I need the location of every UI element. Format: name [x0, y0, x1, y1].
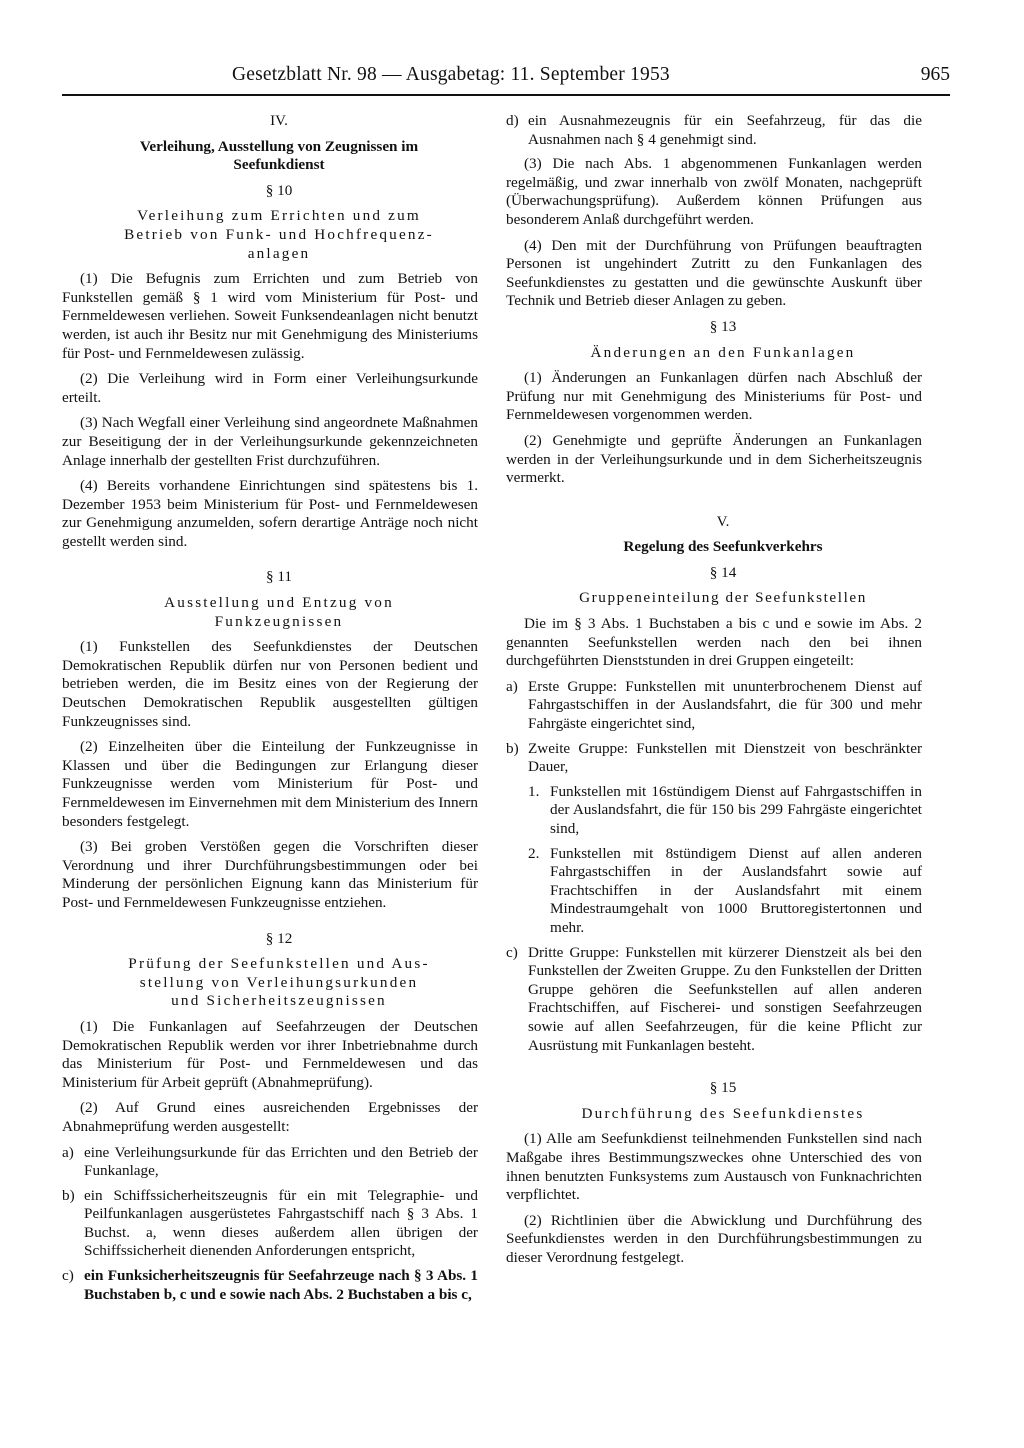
paragraph: (1) Funkstellen des Seefunkdienstes der Deutschen Demokratischen Republik dürfen nur von Personen bedient und betrieben werden, die im Besitz eines von der Regierung der Deutschen Demokratischen Republik ausgestellten gültigen Funkzeugnisses sind.: [62, 638, 478, 730]
list-item-text: Zweite Gruppe: Funkstellen mit Dienstzeit von beschränkter Dauer,: [528, 739, 922, 776]
sub-list-item-label: 1.: [528, 782, 540, 800]
list-item-text: Erste Gruppe: Funkstellen mit ununterbrochenem Dienst auf Fahrgastschiffen in der Auslandsfahrt, die für 300 und mehr Fahrgäste eingerichtet sind,: [528, 677, 922, 733]
section-heading-line: Ausstellung und Entzug von: [164, 594, 394, 612]
list-item: [62, 1187, 478, 1261]
section-heading: [62, 245, 478, 264]
list-item: [62, 1144, 478, 1181]
part-numeral: V.: [716, 513, 730, 530]
paragraph: (2) Richtlinien über die Abwicklung und Durchführung des Seefunkdienstes werden in den Durchführungsbestimmungen zu dieser Verordnung festgelegt.: [506, 1211, 922, 1266]
paragraph: (2) Die Verleihung wird in Form einer Verleihungsurkunde erteilt.: [62, 370, 478, 406]
list-item-label: c): [62, 1267, 74, 1285]
list-item-text: ein Funksicherheitszeugnis für Seefahrzeuge nach § 3 Abs. 1 Buchstaben b, c und e sowie nach Abs. 2 Buchstaben a bis c,: [84, 1267, 478, 1303]
sub-list-item-text: Funkstellen mit 8stündigem Dienst auf allen anderen Fahrgastschiffen in der Auslandsfahrt sowie auf Frachtschiffen in der Auslandsfahrt mit einem Mindestraumgehalt von 1000 Bruttoregistertonnen und mehr.: [550, 844, 922, 936]
section-heading: Durchführung des Seefunkdienstes: [581, 1104, 865, 1122]
section-number: § 15: [709, 1079, 737, 1097]
paragraph: (4) Bereits vorhandene Einrichtungen sind spätestens bis 1. Dezember 1953 beim Ministerium für Post- und Fernmeldewesen zur Genehmigung anzumelden, sofern derartige Anträge noch nicht gestellt werden sind.: [62, 477, 478, 550]
part-numeral: IV.: [270, 113, 288, 129]
section-number: § 13: [709, 317, 737, 335]
list-item-text: ein Schiffssicherheitszeugnis für ein mit Telegraphie- und Peilfunkanlagen ausgerüstetes Fahrgastschiff nach § 3 Abs. 1 Buchst. a, wenn dieses außerdem allen übrigen der Schiffssicherheit dienenden Anforderungen entspricht,: [84, 1186, 478, 1260]
section-heading-line: Prüfung der Seefunkstellen und Aus-: [128, 955, 430, 973]
section-heading: Änderungen an den Funkanlagen: [590, 343, 856, 361]
section-heading-line: und Sicherheitszeugnissen: [171, 992, 387, 1010]
paragraph: (1) Die Funkanlagen auf Seefahrzeugen der Deutschen Demokratischen Republik werden vor ihrer Inbetriebnahme durch das Ministerium für Post- und Fernmeldewesen und das Ministerium für Arbeit geprüft (Abnahmeprüfung).: [62, 1017, 478, 1091]
section-number: § 11: [265, 568, 292, 586]
list-item: [506, 740, 922, 777]
paragraph: Die im § 3 Abs. 1 Buchstaben a bis c und e sowie im Abs. 2 genannten Seefunkstellen werden nach den bei ihnen durchgeführten Dienststunden in drei Gruppen eingeteilt:: [506, 615, 922, 670]
part-title-line: Verleihung, Ausstellung von Zeugnissen im: [139, 137, 419, 155]
list-item-label: c): [506, 943, 518, 961]
paragraph: (2) Auf Grund eines ausreichenden Ergebnisses der Abnahmeprüfung werden ausgestellt:: [62, 1099, 478, 1135]
section-heading-line: anlagen: [247, 244, 311, 262]
section-heading: [62, 955, 478, 974]
section-number: § 10: [265, 181, 293, 199]
sub-list-item: [528, 845, 922, 938]
paragraph: (3) Bei groben Verstößen gegen die Vorschriften dieser Verordnung und ihrer Durchführungsbestimmungen oder bei Minderung der persönlichen Eignung kann das Ministerium für Post- und Fernmeldewesen Funkzeugnisse entziehen.: [62, 838, 478, 911]
right-column: [506, 112, 922, 1274]
section-heading-line: Funkzeugnissen: [214, 612, 344, 630]
list-item-label: a): [62, 1143, 74, 1161]
section-heading: [62, 974, 478, 993]
paragraph: (3) Die nach Abs. 1 abgenommenen Funkanlagen werden regelmäßig, und zwar innerhalb von zwölf Monaten, nachgeprüft (Überwachungsprüfung). Außerdem können Prüfungen aus besonderem Anlaß durchgeführt werden.: [506, 155, 922, 228]
part-title: Regelung des Seefunkverkehrs: [623, 538, 823, 556]
section-heading: [62, 207, 478, 226]
paragraph: (3) Nach Wegfall einer Verleihung sind angeordnete Maßnahmen zur Beseitigung der in der Verleihungsurkunde gekennzeichneten Anlage innerhalb der gestellten Frist durchzuführen.: [62, 414, 478, 469]
sub-list-item-label: 2.: [528, 844, 540, 862]
left-column: [62, 112, 478, 1310]
list-item: [506, 112, 922, 149]
section-heading-line: Verleihung zum Errichten und zum: [137, 207, 421, 225]
section-heading: [62, 613, 478, 632]
section-heading: Gruppeneinteilung der Seefunkstellen: [579, 589, 867, 607]
list-item: [506, 678, 922, 734]
section-heading-line: stellung von Verleihungsurkunden: [139, 973, 419, 991]
list-item: [506, 944, 922, 1056]
paragraph: (1) Die Befugnis zum Errichten und zum Betrieb von Funkstellen gemäß § 1 wird vom Ministerium für Post- und Fernmeldewesen verliehen. Soweit Funksendeanlagen nicht benutzt werden, ist auch ihr Besitz nur mit Genehmigung des Ministeriums für Post- und Fernmeldewesen zulässig.: [62, 270, 478, 362]
section-heading: [62, 226, 478, 245]
paragraph: (4) Den mit der Durchführung von Prüfungen beauftragten Personen ist ungehindert Zutritt zu den Funkanlagen des Seefunkdienstes zu gestatten und die gewünschte Auskunft über Technik und Betrieb dieser Anlagen zu geben.: [506, 236, 922, 310]
section-number: § 12: [265, 929, 293, 947]
part-title-line: Seefunkdienst: [233, 156, 325, 174]
paragraph: (2) Einzelheiten über die Einteilung der Funkzeugnisse in Klassen und über die Bedingungen zur Erlangung dieser Funkzeugnisse werden vom Ministerium für Post- und Fernmeldewesen im Einvernehmen mit dem Ministerium des Innern besonders festgelegt.: [62, 738, 478, 830]
section-number: § 14: [709, 563, 737, 581]
list-item-label: b): [506, 739, 519, 757]
part-title: [62, 138, 478, 157]
paragraph: (1) Alle am Seefunkdienst teilnehmenden Funkstellen sind nach Maßgabe ihres Bestimmungszweckes ohne Unterschied des von ihnen benutzten Funksystems zum Austausch von Funknachrichten verpflichtet.: [506, 1130, 922, 1204]
paragraph: (2) Genehmigte und geprüfte Änderungen an Funkanlagen werden in der Verleihungsurkunde und in dem Sicherheitszeugnis vermerkt.: [506, 431, 922, 487]
sub-list-item-text: Funkstellen mit 16stündigem Dienst auf Fahrgastschiffen in der Auslandsfahrt, die für 150 bis 299 Fahrgäste eingerichtet sind,: [550, 782, 922, 837]
list-item-text: eine Verleihungsurkunde für das Errichten und den Betrieb der Funkanlage,: [84, 1143, 478, 1180]
list-item-text: ein Ausnahmezeugnis für ein Seefahrzeug, für das die Ausnahmen nach § 4 genehmigt sind.: [528, 112, 922, 148]
list-item-label: b): [62, 1186, 75, 1204]
section-heading: [62, 992, 478, 1011]
page-header: [62, 64, 950, 96]
section-heading: [62, 594, 478, 613]
header-title: Gesetzblatt Nr. 98 — Ausgabetag: 11. September 1953: [232, 64, 670, 85]
list-item: [62, 1267, 478, 1304]
part-title: [62, 156, 478, 175]
list-item-label: d): [506, 112, 519, 129]
page-number: 965: [920, 64, 950, 85]
section-heading-line: Betrieb von Funk- und Hochfrequenz-: [124, 225, 434, 243]
list-item-text: Dritte Gruppe: Funkstellen mit kürzerer Dienstzeit als bei den Funkstellen der Zweiten Gruppe. Zu den Funkstellen der Dritten Gruppe gehören die Seefunkstellen auf allen anderen Frachtschiffen, auf Fischerei- und sonstigen Seefahrzeugen sowie auf allen Seefahrzeugen, für die keine Pflicht zur Ausrüstung mit Funkanlagen besteht.: [528, 943, 922, 1054]
paragraph: (1) Änderungen an Funkanlagen dürfen nach Abschluß der Prüfung nur mit Genehmigung des Ministeriums für Post- und Fernmeldewesen vorgenommen werden.: [506, 369, 922, 424]
sub-list-item: [528, 783, 922, 839]
list-item-label: a): [506, 677, 518, 695]
